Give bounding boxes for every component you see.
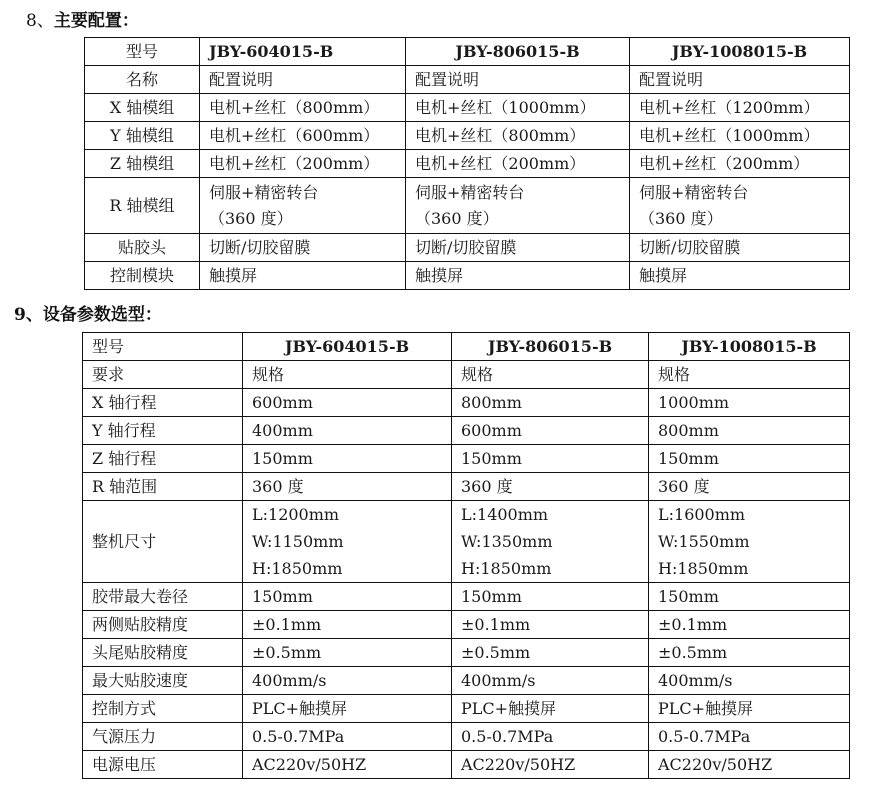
- table-cell: 触摸屏: [406, 262, 630, 290]
- table-row: [83, 417, 850, 445]
- table-row: [85, 150, 850, 178]
- table-cell: 150mm: [649, 583, 850, 611]
- table-cell: 切断/切胶留膜: [200, 234, 406, 262]
- table-row: [83, 667, 850, 695]
- cell-line: （360 度）: [639, 208, 723, 228]
- table-cell: 配置说明: [630, 66, 850, 94]
- table-cell: 电机+丝杠（800mm）: [200, 94, 406, 122]
- table-cell: 150mm: [243, 445, 452, 473]
- row-label: 控制模块: [85, 262, 200, 290]
- table-row: [85, 94, 850, 122]
- cell-line: W:1550mm: [658, 532, 750, 551]
- table-cell: 配置说明: [200, 66, 406, 94]
- table-cell: 150mm: [243, 583, 452, 611]
- table-cell: 触摸屏: [630, 262, 850, 290]
- cell-line: W:1150mm: [252, 532, 344, 551]
- table-cell: 电机+丝杠（200mm）: [406, 150, 630, 178]
- cell-line: W:1350mm: [461, 532, 553, 551]
- table-header-row: [83, 333, 850, 361]
- section-8-number: 8、: [26, 11, 54, 31]
- table-row: [83, 445, 850, 473]
- table-cell: 400mm/s: [243, 667, 452, 695]
- table-cell: 150mm: [452, 445, 649, 473]
- table-cell: PLC+触摸屏: [649, 695, 850, 723]
- table-cell: 电机+丝杠（600mm）: [200, 122, 406, 150]
- table-cell: [649, 501, 850, 583]
- row-label: X 轴模组: [85, 94, 200, 122]
- table-cell: ±0.5mm: [649, 639, 850, 667]
- table-cell: 规格: [452, 361, 649, 389]
- row-label: 电源电压: [83, 751, 243, 779]
- table-row: [83, 583, 850, 611]
- model-header: JBY-1008015-B: [630, 38, 850, 66]
- section-9-number: 9、: [14, 305, 43, 325]
- cell-line: L:1400mm: [461, 505, 549, 524]
- equipment-parameter-table: [82, 332, 850, 779]
- row-label: R 轴范围: [83, 473, 243, 501]
- header-cell: 型号: [85, 38, 200, 66]
- row-label: Y 轴行程: [83, 417, 243, 445]
- table-cell: 150mm: [649, 445, 850, 473]
- cell-line: 伺服+精密转台: [209, 182, 319, 202]
- table-cell: AC220v/50HZ: [243, 751, 452, 779]
- cell-line: H:1850mm: [461, 559, 552, 578]
- main-config-table: [84, 37, 850, 290]
- table-header-row: [85, 38, 850, 66]
- model-header: JBY-1008015-B: [649, 333, 850, 361]
- row-label: 头尾贴胶精度: [83, 639, 243, 667]
- table-cell: 360 度: [243, 473, 452, 501]
- table-cell: 电机+丝杠（200mm）: [630, 150, 850, 178]
- table-cell: 150mm: [452, 583, 649, 611]
- cell-line: H:1850mm: [252, 559, 343, 578]
- model-header: JBY-604015-B: [243, 333, 452, 361]
- row-label: Z 轴模组: [85, 150, 200, 178]
- cell-line: L:1600mm: [658, 505, 746, 524]
- table-cell: [406, 178, 630, 234]
- section-9-title: 设备参数选型：: [42, 305, 162, 325]
- table-cell: 360 度: [452, 473, 649, 501]
- table-cell: ±0.5mm: [452, 639, 649, 667]
- table-row: [83, 695, 850, 723]
- table-row: [83, 361, 850, 389]
- table-cell: 1000mm: [649, 389, 850, 417]
- cell-line: H:1850mm: [658, 559, 749, 578]
- table-cell: ±0.1mm: [649, 611, 850, 639]
- cell-line: （360 度）: [209, 208, 293, 228]
- table-row: [83, 501, 850, 583]
- table-cell: 规格: [649, 361, 850, 389]
- table-cell: [200, 178, 406, 234]
- table-cell: ±0.1mm: [452, 611, 649, 639]
- cell-line: 伺服+精密转台: [639, 182, 749, 202]
- table-cell: 配置说明: [406, 66, 630, 94]
- table-row: [83, 639, 850, 667]
- row-label: 贴胶头: [85, 234, 200, 262]
- table-cell: 切断/切胶留膜: [406, 234, 630, 262]
- table-row: [85, 178, 850, 234]
- header-cell: 型号: [83, 333, 243, 361]
- row-label: 胶带最大卷径: [83, 583, 243, 611]
- table-cell: [452, 501, 649, 583]
- cell-line: 伺服+精密转台: [415, 182, 525, 202]
- row-label: 两侧贴胶精度: [83, 611, 243, 639]
- table-cell: 800mm: [452, 389, 649, 417]
- table-cell: AC220v/50HZ: [649, 751, 850, 779]
- table-cell: 电机+丝杠（1000mm）: [630, 122, 850, 150]
- row-label: 整机尺寸: [83, 501, 243, 583]
- row-label: Z 轴行程: [83, 445, 243, 473]
- table-cell: 360 度: [649, 473, 850, 501]
- table-row: [83, 723, 850, 751]
- table-cell: 0.5-0.7MPa: [649, 723, 850, 751]
- section-8-title: 主要配置：: [53, 11, 139, 31]
- row-label: Y 轴模组: [85, 122, 200, 150]
- table-cell: ±0.1mm: [243, 611, 452, 639]
- table-cell: 0.5-0.7MPa: [243, 723, 452, 751]
- row-label: 要求: [83, 361, 243, 389]
- table-cell: 电机+丝杠（1200mm）: [630, 94, 850, 122]
- table-cell: 600mm: [243, 389, 452, 417]
- table-cell: ±0.5mm: [243, 639, 452, 667]
- table-cell: [243, 501, 452, 583]
- model-header: JBY-604015-B: [200, 38, 406, 66]
- table-row: [83, 473, 850, 501]
- table-cell: AC220v/50HZ: [452, 751, 649, 779]
- section-8-heading: [26, 6, 139, 31]
- table-cell: 400mm/s: [452, 667, 649, 695]
- table-cell: 触摸屏: [200, 262, 406, 290]
- table-row: [85, 122, 850, 150]
- table-cell: 电机+丝杠（800mm）: [406, 122, 630, 150]
- table-cell: 800mm: [649, 417, 850, 445]
- table-cell: 400mm: [243, 417, 452, 445]
- table-cell: 电机+丝杠（1000mm）: [406, 94, 630, 122]
- table-cell: 0.5-0.7MPa: [452, 723, 649, 751]
- row-label: R 轴模组: [85, 178, 200, 234]
- row-label: 气源压力: [83, 723, 243, 751]
- table-cell: PLC+触摸屏: [452, 695, 649, 723]
- table-row: [83, 751, 850, 779]
- model-header: JBY-806015-B: [406, 38, 630, 66]
- row-label: 最大贴胶速度: [83, 667, 243, 695]
- row-label: 控制方式: [83, 695, 243, 723]
- table-row: [85, 66, 850, 94]
- table-row: [83, 611, 850, 639]
- table-cell: 切断/切胶留膜: [630, 234, 850, 262]
- table-row: [85, 262, 850, 290]
- table-row: [83, 389, 850, 417]
- table-cell: [630, 178, 850, 234]
- row-label: X 轴行程: [83, 389, 243, 417]
- table-cell: 400mm/s: [649, 667, 850, 695]
- table-cell: 电机+丝杠（200mm）: [200, 150, 406, 178]
- cell-line: L:1200mm: [252, 505, 340, 524]
- cell-line: （360 度）: [415, 208, 499, 228]
- row-label: 名称: [85, 66, 200, 94]
- table-cell: 规格: [243, 361, 452, 389]
- table-cell: 600mm: [452, 417, 649, 445]
- table-row: [85, 234, 850, 262]
- model-header: JBY-806015-B: [452, 333, 649, 361]
- table-cell: PLC+触摸屏: [243, 695, 452, 723]
- section-9-heading: [14, 300, 162, 325]
